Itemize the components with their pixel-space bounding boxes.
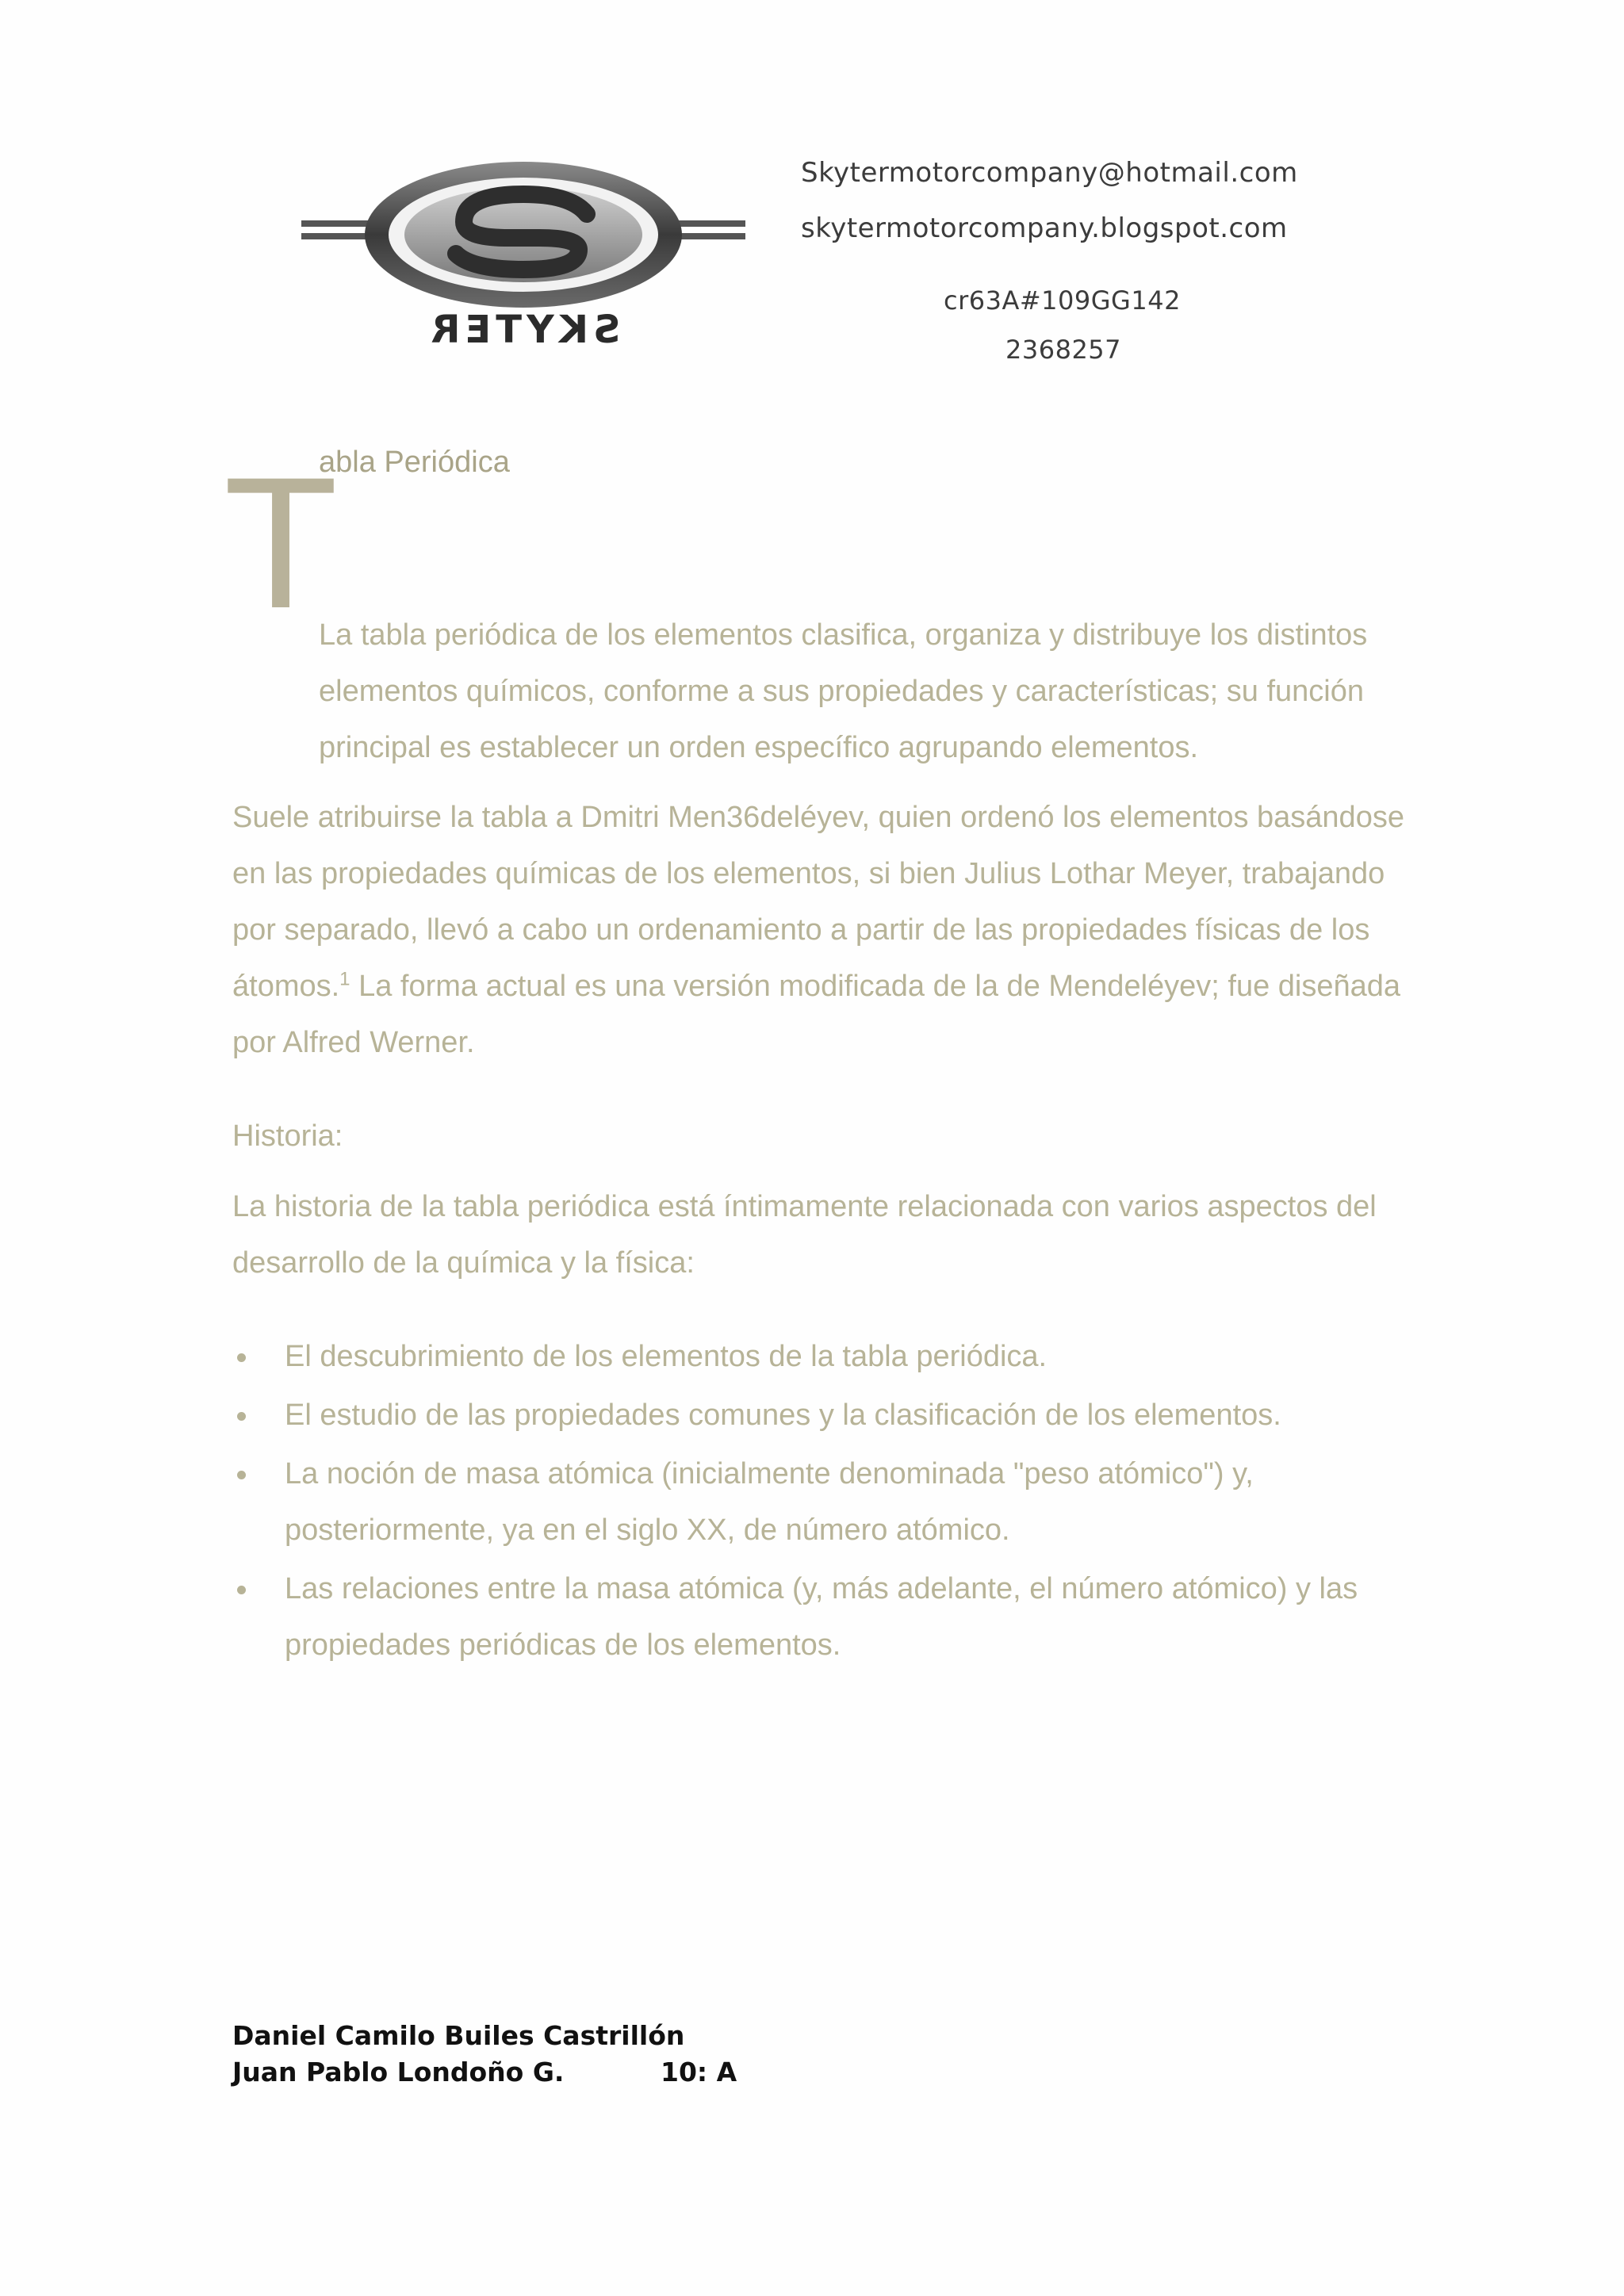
current-form-text: La forma actual es una versión modificada de la de Mendeléyev; fue diseñada por Alfred Werner. (232, 970, 1401, 1059)
list-item (232, 1387, 1406, 1444)
author-row-1 (232, 2018, 684, 2054)
footer-authors (232, 2018, 737, 2091)
grade-label: 10: A (661, 2057, 737, 2087)
historia-intro: La historia de la tabla periódica está íntimamente relacionada con varios aspectos del desarrollo de la química y la física: (232, 1190, 1377, 1280)
author-name: Daniel Camilo Builes Castrillón (232, 2020, 685, 2051)
intro-paragraph: La tabla periódica de los elementos clasifica, organiza y distribuye los distintos elementos químicos, conforme a sus propiedades y características; su función principal es establecer un orden específico agrupando elementos. (319, 618, 1368, 764)
bullet-text: El estudio de las propiedades comunes y la clasificación de los elementos. (285, 1399, 1281, 1432)
bullet-icon (237, 1353, 246, 1362)
history-attribution-paragraph (232, 790, 1406, 1071)
bullet-text: Las relaciones entre la masa atómica (y, más adelante, el número atómico) y las propiedades periódicas de los elementos. (285, 1572, 1358, 1662)
section-heading-historia: Historia: (232, 1119, 343, 1153)
skyter-logo (301, 159, 745, 357)
page-title: abla Periódica (319, 446, 510, 479)
author-name: Juan Pablo Londoño G. (232, 2057, 565, 2087)
historia-bullet-list (232, 1329, 1406, 1676)
list-item (232, 1329, 1406, 1385)
contact-block (801, 151, 1404, 388)
contact-code: cr63A#109GG142 (944, 285, 1181, 316)
list-item (232, 1561, 1406, 1674)
logo-wordmark: SKYTER (426, 308, 621, 352)
footnote-mark: 1 (339, 968, 350, 990)
bullet-icon (237, 1471, 246, 1479)
title-drop-cap: T (224, 438, 339, 648)
bullet-icon (237, 1412, 246, 1421)
list-item (232, 1446, 1406, 1559)
author-row-2 (232, 2054, 737, 2091)
bullet-text: El descubrimiento de los elementos de la tabla periódica. (285, 1340, 1048, 1373)
contact-phone: 2368257 (1005, 335, 1122, 365)
attribution-text: Suele atribuirse la tabla a Dmitri Men36deléyev, quien ordenó los elementos basándose en las propiedades químicas de los elementos, si bien Julius Lothar Meyer, trabajando por separado, llevó a cabo un ordenamiento a partir de las propiedades físicas de los átomos. (232, 801, 1404, 1003)
bullet-icon (237, 1586, 246, 1594)
bullet-text: La noción de masa atómica (inicialmente denominada "peso atómico") y, posteriormente, ya en el siglo XX, de número atómico. (285, 1457, 1254, 1547)
contact-blog: skytermotorcompany.blogspot.com (801, 212, 1288, 244)
contact-email: Skytermotorcompany@hotmail.com (801, 157, 1298, 189)
